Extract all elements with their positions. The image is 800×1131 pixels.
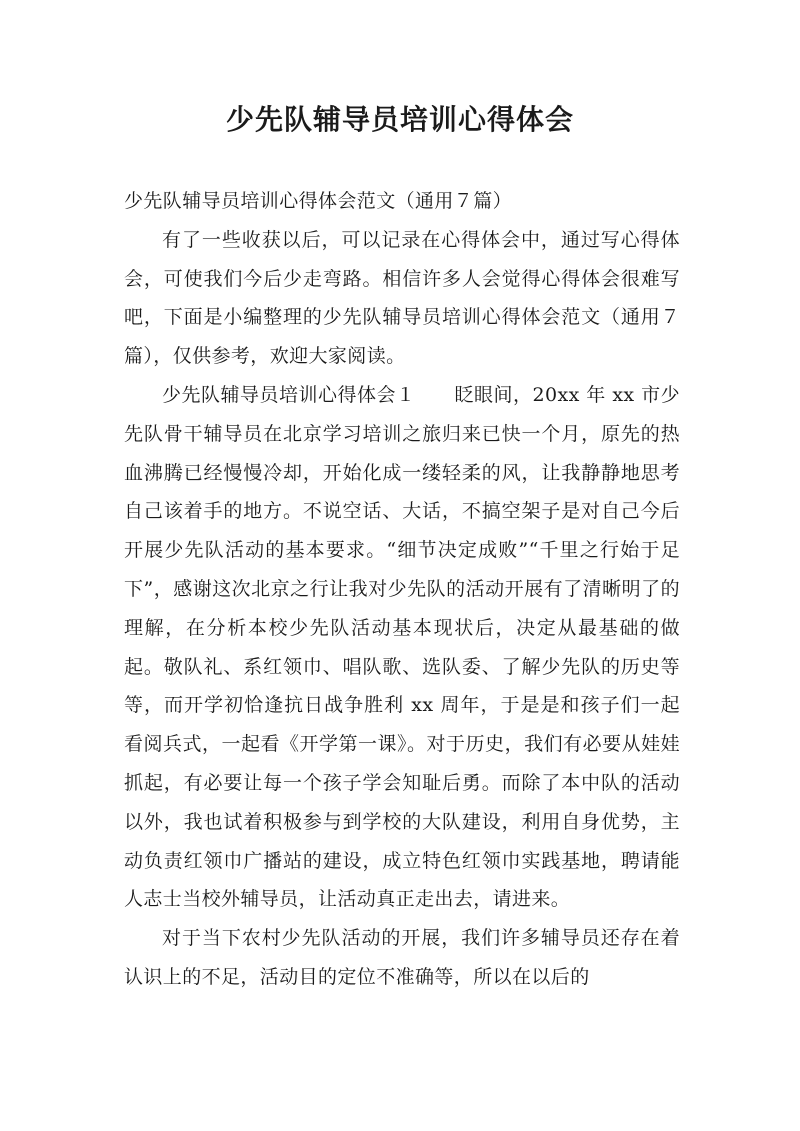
document-subtitle: 少先队辅导员培训心得体会范文（通用７篇） — [124, 190, 513, 212]
paragraph-essay-1: 少先队辅导员培训心得体会１ 眨眼间，20xx 年 xx 市少先队骨干辅导员在北京学习培训之旅归来已快一个月，原先的热血沸腾已经慢慢冷却，开始化成一缕轻柔的风，让我静静地思考自己该着手的地方。不说空话、大话，不搞空架子是对自己今后开展少先队活动的基本要求。“细节决定成败”“千里之行始于足下”，感谢这次北京之行让我对少先队的活动开展有了清晰明了的理解，在分析本校少先队活动基本现状后，决定从最基础的做起。敬队礼、系红领巾、唱队歌、选队委、了解少先队的历史等等，而开学初恰逢抗日战争胜利 xx 周年，于是是和孩子们一起看阅兵式，一起看《开学第一课》。对于历史，我们有必要从娃娃抓起，有必要让每一个孩子学会知耻后勇。而除了本中队的活动以外，我也试着积极参与到学校的大队建设，利用自身优势，主动负责红领巾广播站的建设，成立特色红领巾实践基地，聘请能人志士当校外辅导员，让活动真正走出去，请进来。 — [124, 383, 680, 911]
paragraph-continuation: 对于当下农村少先队活动的开展，我们许多辅导员还存在着认识上的不足，活动目的定位不准确等，所以在以后的 — [124, 927, 680, 988]
document-body — [124, 182, 680, 997]
paragraph-intro: 有了一些收获以后，可以记录在心得体会中，通过写心得体会，可使我们今后少走弯路。相信许多人会觉得心得体会很难写吧，下面是小编整理的少先队辅导员培训心得体会范文（通用７篇），仅供参考，欢迎大家阅读。 — [124, 228, 680, 368]
document-title: 少先队辅导员培训心得体会 — [225, 103, 574, 136]
